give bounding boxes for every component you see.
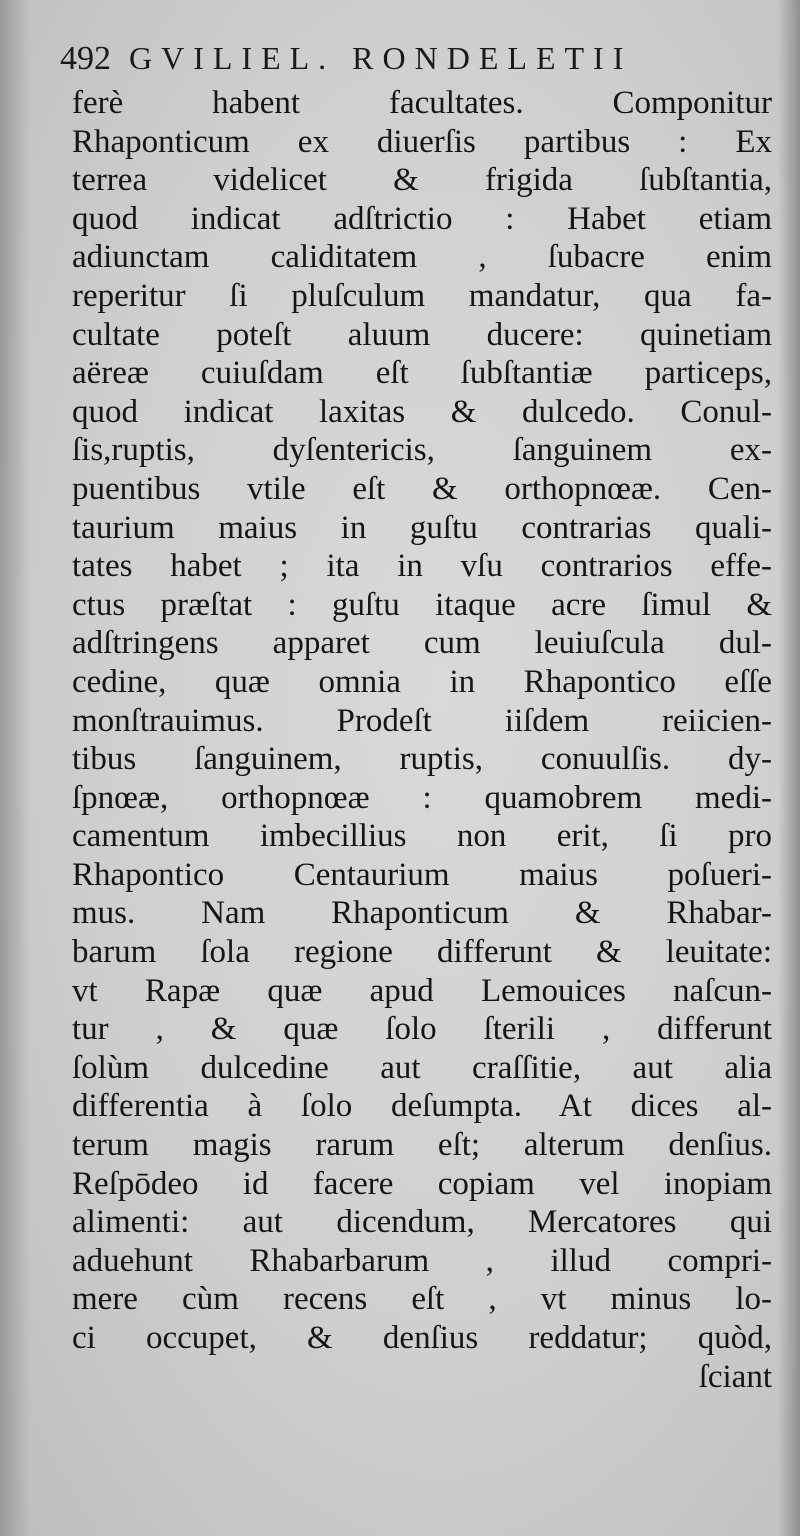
text-line: tur , & quæ ſolo ſterili , differunt (72, 1011, 772, 1048)
text-line: reperitur ſi pluſculum mandatur, qua fa- (72, 277, 772, 314)
text-line: aduehunt Rhabarbarum , illud compri- (72, 1242, 772, 1279)
text-line: camentum imbecillius non erit, ſi pro (72, 818, 772, 855)
text-line: adiunctam caliditatem , ſubacre enim (72, 239, 772, 276)
text-line: ſolùm dulcedine aut craſſitie, aut alia (72, 1049, 772, 1086)
text-line: ci occupet, & denſius reddatur; quòd, (72, 1320, 772, 1356)
text-line: tates habet ; ita in vſu contrarios effe- (72, 548, 772, 585)
text-line: differentia à ſolo deſumpta. At dices al- (72, 1088, 772, 1125)
page-number: 492 (60, 40, 111, 77)
text-line: vt Rapæ quæ apud Lemouices naſcun- (72, 972, 772, 1009)
text-line: cedine, quæ omnia in Rhapontico eſſe (72, 663, 772, 700)
text-line: puentibus vtile eſt & orthopnœæ. Cen- (72, 470, 772, 507)
text-line: adſtringens apparet cum leuiuſcula dul- (72, 625, 772, 662)
text-line: ſpnœæ, orthopnœæ : quamobrem medi- (72, 779, 772, 816)
text-line: ſis,ruptis, dyſentericis, ſanguinem ex- (72, 432, 772, 469)
text-line: Rhapontico Centaurium maius poſueri- (72, 856, 772, 893)
text-line: quod indicat adſtrictio : Habet etiam (72, 200, 772, 237)
text-line: ferè habent facultates. Componitur (72, 85, 772, 121)
text-line: mere cùm recens eſt , vt minus lo- (72, 1281, 772, 1318)
page-header (60, 40, 760, 82)
running-head: GVILIEL. RONDELETII (129, 40, 633, 76)
text-line: aëreæ cuiuſdam eſt ſubſtantiæ particeps, (72, 355, 772, 392)
text-line: tibus ſanguinem, ruptis, conuulſis. dy- (72, 741, 772, 778)
text-line: Reſpōdeo id facere copiam vel inopiam (72, 1165, 772, 1202)
body-text (72, 84, 772, 1396)
text-line: cultate poteſt aluum ducere: quinetiam (72, 316, 772, 353)
text-line: ctus præſtat : guſtu itaque acre ſimul & (72, 586, 772, 623)
text-line: barum ſola regione differunt & leuitate: (72, 934, 772, 971)
text-line: Rhaponticum ex diuerſis partibus : Ex (72, 123, 772, 160)
text-line: monſtrauimus. Prodeſt iiſdem reiicien- (72, 702, 772, 739)
text-line: quod indicat laxitas & dulcedo. Conul- (72, 393, 772, 430)
text-line: terum magis rarum eſt; alterum denſius. (72, 1127, 772, 1164)
text-line: mus. Nam Rhaponticum & Rhabar- (72, 895, 772, 932)
text-line: terrea videlicet & frigida ſubſtantia, (72, 162, 772, 199)
text-line: taurium maius in guſtu contrarias quali- (72, 509, 772, 546)
text-line: alimenti: aut dicendum, Mercatores qui (72, 1204, 772, 1241)
catchword: ſciant (698, 1358, 772, 1395)
